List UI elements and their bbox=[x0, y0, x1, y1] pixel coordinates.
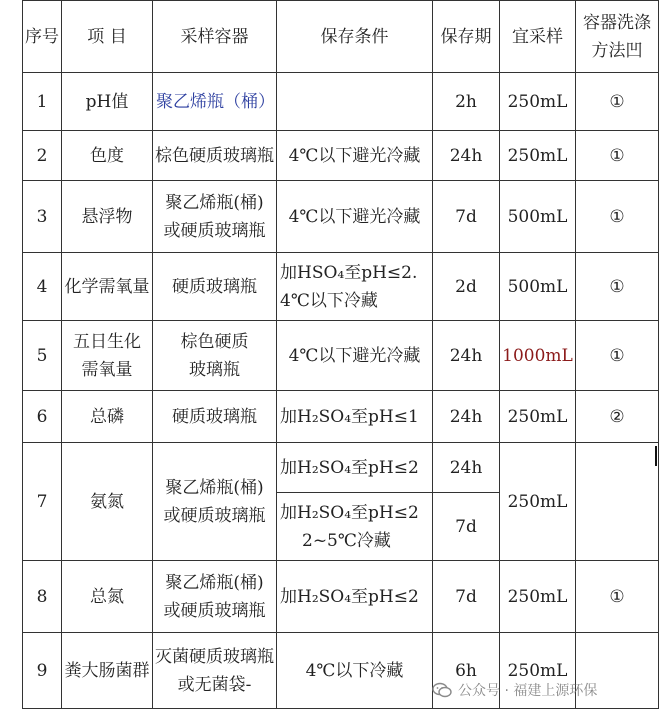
cell-no: 7 bbox=[23, 443, 62, 561]
cell-period: 24h bbox=[433, 443, 500, 493]
cell-container-line2: 或硬质玻璃瓶 bbox=[163, 220, 266, 241]
cell-container: 聚乙烯瓶（桶） bbox=[153, 73, 277, 131]
cell-condition: 4℃以下避光冷藏 bbox=[277, 321, 433, 391]
cell-item: pH值 bbox=[62, 73, 153, 131]
cell-container bbox=[153, 561, 277, 633]
cell-condition: 加H₂SO₄至pH≤2 bbox=[277, 443, 433, 493]
cell-no: 8 bbox=[23, 561, 62, 633]
table-row bbox=[23, 131, 659, 181]
cell-container-line1: 聚乙烯瓶(桶) bbox=[165, 192, 264, 213]
cell-volume: 250mL bbox=[500, 73, 576, 131]
header-period: 保存期 bbox=[433, 1, 500, 73]
cell-condition: 4℃以下避光冷藏 bbox=[277, 181, 433, 253]
cell-condition: 4℃以下冷藏 bbox=[277, 633, 433, 709]
cell-volume: 250mL bbox=[500, 443, 576, 561]
table-row bbox=[23, 321, 659, 391]
cell-container-line1: 棕色硬质 bbox=[180, 331, 249, 352]
cell-period: 24h bbox=[433, 391, 500, 443]
cell-container-line2: 或硬质玻璃瓶 bbox=[163, 505, 266, 526]
cell-condition-line2: 2~5℃冷藏 bbox=[302, 530, 391, 551]
cell-item: 化学需氧量 bbox=[62, 253, 153, 321]
header-wash-line2: 方法凹 bbox=[591, 40, 643, 61]
cell-item bbox=[62, 321, 153, 391]
cell-condition: 加H₂SO₄至pH≤1 bbox=[277, 391, 433, 443]
cell-container bbox=[153, 321, 277, 391]
cell-volume: 250mL bbox=[500, 391, 576, 443]
cell-container-line1: 聚乙烯瓶(桶) bbox=[165, 572, 264, 593]
cell-condition-line1: 加HSO₄至pH≤2. bbox=[280, 262, 418, 283]
cell-item: 氨氮 bbox=[62, 443, 153, 561]
cell-item: 总磷 bbox=[62, 391, 153, 443]
cell-volume: 500mL bbox=[500, 253, 576, 321]
wechat-icon bbox=[432, 682, 452, 698]
cell-wash: ① bbox=[576, 73, 659, 131]
cell-condition: 4℃以下避光冷藏 bbox=[277, 131, 433, 181]
watermark-text: 公众号 · 福建上源环保 bbox=[458, 683, 598, 699]
cell-no: 6 bbox=[23, 391, 62, 443]
table-row bbox=[23, 391, 659, 443]
cell-no: 3 bbox=[23, 181, 62, 253]
cell-condition bbox=[277, 253, 433, 321]
sampling-table bbox=[22, 0, 659, 709]
header-container: 采样容器 bbox=[153, 1, 277, 73]
cell-container-line2: 玻璃瓶 bbox=[189, 359, 240, 380]
cell-volume: 1000mL bbox=[500, 321, 576, 391]
cell-wash: ① bbox=[576, 321, 659, 391]
header-wash-line1: 容器洗涤 bbox=[583, 12, 651, 33]
table-row bbox=[23, 561, 659, 633]
cell-period: 7d bbox=[433, 181, 500, 253]
cell-container-line2: 或无菌袋- bbox=[177, 674, 252, 695]
cell-volume: 250mL bbox=[500, 561, 576, 633]
header-condition: 保存条件 bbox=[277, 1, 433, 73]
cell-wash: ① bbox=[576, 131, 659, 181]
cell-condition-line2: 4℃以下冷藏 bbox=[280, 290, 378, 311]
cell-no: 4 bbox=[23, 253, 62, 321]
cell-period: 6h bbox=[433, 633, 500, 709]
header-no: 序号 bbox=[23, 1, 62, 73]
cell-wash: ① bbox=[576, 181, 659, 253]
cell-condition bbox=[277, 73, 433, 131]
cell-condition bbox=[277, 493, 433, 561]
cell-no: 5 bbox=[23, 321, 62, 391]
cell-item-line1: 五日生化 bbox=[73, 331, 141, 352]
cell-wash: ① bbox=[576, 561, 659, 633]
cell-period: 2d bbox=[433, 253, 500, 321]
cell-wash: ② bbox=[576, 391, 659, 443]
cell-no: 9 bbox=[23, 633, 62, 709]
cell-container: 硬质玻璃瓶 bbox=[153, 391, 277, 443]
table-row bbox=[23, 253, 659, 321]
cell-period: 7d bbox=[433, 493, 500, 561]
cell-item-line2: 需氧量 bbox=[81, 359, 133, 380]
cell-volume: 250mL bbox=[500, 633, 576, 709]
cell-period: 24h bbox=[433, 321, 500, 391]
cell-wash bbox=[576, 443, 659, 561]
cell-wash: ① bbox=[576, 253, 659, 321]
watermark bbox=[432, 679, 597, 701]
table-row bbox=[23, 73, 659, 131]
cell-period: 7d bbox=[433, 561, 500, 633]
cell-item: 总氮 bbox=[62, 561, 153, 633]
cell-container-line2: 或硬质玻璃瓶 bbox=[163, 600, 266, 621]
header-volume: 宜采样 bbox=[500, 1, 576, 73]
cell-condition-line1: 加H₂SO₄至pH≤2 bbox=[280, 502, 419, 523]
cell-condition: 加H₂SO₄至pH≤2 bbox=[277, 561, 433, 633]
table-row bbox=[23, 181, 659, 253]
cell-volume: 500mL bbox=[500, 181, 576, 253]
cell-no: 1 bbox=[23, 73, 62, 131]
cell-container bbox=[153, 181, 277, 253]
cell-container bbox=[153, 633, 277, 709]
header-wash bbox=[576, 1, 659, 73]
cell-container bbox=[153, 443, 277, 561]
cell-container-line1: 灭菌硬质玻璃瓶 bbox=[155, 646, 274, 667]
cell-no: 2 bbox=[23, 131, 62, 181]
table-row bbox=[23, 443, 659, 493]
cell-period: 24h bbox=[433, 131, 500, 181]
cell-item: 悬浮物 bbox=[62, 181, 153, 253]
cell-item: 色度 bbox=[62, 131, 153, 181]
header-item: 项 目 bbox=[62, 1, 153, 73]
cell-item: 粪大肠菌群 bbox=[62, 633, 153, 709]
text-cursor-mark bbox=[655, 446, 657, 466]
cell-container: 棕色硬质玻璃瓶 bbox=[153, 131, 277, 181]
cell-container: 硬质玻璃瓶 bbox=[153, 253, 277, 321]
cell-period: 2h bbox=[433, 73, 500, 131]
cell-volume: 250mL bbox=[500, 131, 576, 181]
header-row bbox=[23, 1, 659, 73]
cell-container-line1: 聚乙烯瓶(桶) bbox=[165, 477, 264, 498]
